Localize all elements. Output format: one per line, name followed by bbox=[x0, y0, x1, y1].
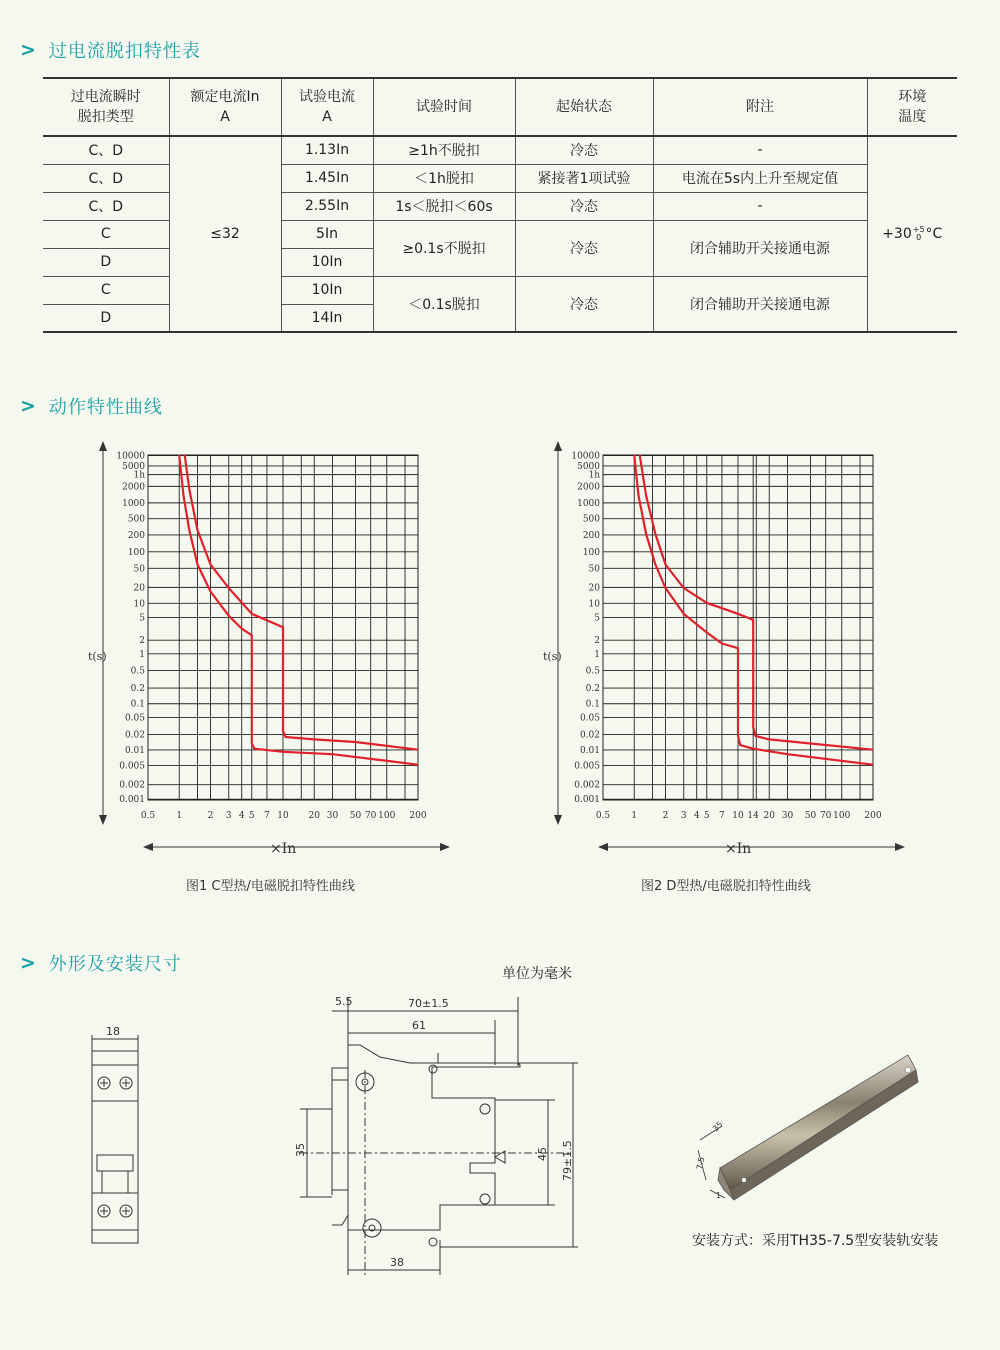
y-tick-label: 500 bbox=[127, 514, 145, 525]
install-note: 安装方式：采用TH35-7.5型安装轨安装 bbox=[692, 1233, 939, 1249]
y-tick-label: 50 bbox=[133, 564, 145, 575]
x-tick-label: 30 bbox=[326, 811, 339, 821]
y-tick-label: 10 bbox=[588, 599, 600, 610]
dim-45: 45 bbox=[536, 1147, 549, 1161]
header-initial-state: 起始状态 bbox=[515, 78, 653, 136]
rail-dim-1: 1 bbox=[716, 1191, 722, 1200]
chart-d-curve bbox=[535, 435, 915, 865]
section-title-text: 外形及安装尺寸 bbox=[48, 954, 182, 975]
arrow-head bbox=[554, 441, 562, 451]
x-tick-label: 0.5 bbox=[140, 811, 156, 821]
y-tick-label: 100 bbox=[582, 547, 600, 558]
x-tick-label: 200 bbox=[409, 811, 427, 821]
y-tick-label: 0.001 bbox=[574, 795, 600, 806]
section-title-text: 动作特性曲线 bbox=[48, 397, 163, 418]
x-tick-label: 70 bbox=[819, 811, 832, 821]
y-tick-label: 0.2 bbox=[130, 684, 145, 695]
unit-note: 单位为毫米 bbox=[502, 966, 572, 982]
x-tick-label: 7 bbox=[719, 811, 725, 821]
header-trip-type: 过电流瞬时 脱扣类型 bbox=[43, 78, 169, 136]
chevron-right-icon: > bbox=[20, 395, 37, 417]
y-tick-label: 0.001 bbox=[119, 795, 145, 806]
y-tick-label: 0.1 bbox=[585, 699, 600, 710]
y-tick-label: 1000 bbox=[577, 498, 600, 509]
dim-35: 35 bbox=[294, 1143, 307, 1157]
header-rated-current: 额定电流In A bbox=[169, 78, 281, 136]
x-tick-label: 1 bbox=[631, 811, 638, 821]
side-view-drawing bbox=[280, 985, 600, 1285]
arrow-head bbox=[440, 843, 450, 851]
y-tick-label: 20 bbox=[588, 583, 600, 594]
chevron-right-icon: > bbox=[20, 952, 37, 974]
chart-c-curve bbox=[80, 435, 460, 865]
chevron-right-icon: > bbox=[20, 39, 37, 61]
y-tick-label: 0.5 bbox=[585, 666, 600, 677]
header-test-current: 试验电流 A bbox=[281, 78, 373, 136]
arrow-head bbox=[895, 843, 905, 851]
header-test-time: 试验时间 bbox=[373, 78, 515, 136]
x-tick-label: 3 bbox=[225, 811, 232, 821]
din-rail-drawing bbox=[680, 1040, 940, 1210]
cell-note: 闭合辅助开关接通电源 bbox=[653, 276, 867, 332]
cell-type: C、D bbox=[43, 164, 169, 192]
trip-curve-line bbox=[179, 455, 418, 765]
x-tick-label: 10 bbox=[732, 811, 744, 821]
rail-dim-7-5: 7.5 bbox=[695, 1156, 707, 1171]
x-tick-label: 20 bbox=[308, 811, 320, 821]
y-tick-label: 0.005 bbox=[574, 761, 600, 772]
y-tick-label: 0.02 bbox=[579, 730, 600, 741]
x-tick-label: 2 bbox=[662, 811, 669, 821]
cell-time: ≥0.1s不脱扣 bbox=[373, 220, 515, 276]
cell-current: 10In bbox=[281, 248, 373, 276]
dim-38: 38 bbox=[390, 1256, 404, 1269]
cell-current: 1.13In bbox=[281, 136, 373, 164]
x-axis-label: ×In bbox=[725, 841, 752, 857]
y-tick-label: 0.5 bbox=[130, 666, 145, 677]
cell-time: ＜0.1s脱扣 bbox=[373, 276, 515, 332]
x-tick-label: 2 bbox=[207, 811, 214, 821]
y-tick-label: 200 bbox=[127, 530, 145, 541]
y-tick-label: 0.2 bbox=[585, 684, 600, 695]
arrow-head bbox=[598, 843, 608, 851]
overcurrent-trip-table bbox=[43, 77, 957, 333]
y-tick-label: 50 bbox=[588, 564, 600, 575]
x-tick-label: 30 bbox=[781, 811, 794, 821]
cell-ambient: +30 +5 0 °C bbox=[867, 136, 957, 332]
cell-state: 冷态 bbox=[515, 136, 653, 164]
y-tick-label: 0.002 bbox=[119, 780, 145, 791]
section-title-text: 过电流脱扣特性表 bbox=[48, 41, 201, 62]
front-view-drawing bbox=[80, 1015, 160, 1255]
y-tick-label: 0.005 bbox=[119, 761, 145, 772]
y-tick-label: 1000 bbox=[122, 498, 145, 509]
dim-61: 61 bbox=[412, 1019, 426, 1032]
cell-type: C bbox=[43, 276, 169, 304]
y-tick-label: 0.01 bbox=[579, 745, 600, 756]
y-tick-label: 200 bbox=[582, 530, 600, 541]
section-title-curve bbox=[20, 393, 163, 419]
section-title-table bbox=[20, 37, 201, 63]
cell-current: 2.55In bbox=[281, 192, 373, 220]
x-tick-label: 5 bbox=[703, 811, 710, 821]
arrow-head bbox=[554, 815, 562, 825]
dim-79: 79±1.5 bbox=[561, 1140, 574, 1181]
cell-time: ≥1h不脱扣 bbox=[373, 136, 515, 164]
cell-type: D bbox=[43, 304, 169, 332]
arrow-head bbox=[99, 441, 107, 451]
y-tick-label: 0.002 bbox=[574, 780, 600, 791]
x-tick-label: 10 bbox=[277, 811, 289, 821]
dim-70: 70±1.5 bbox=[408, 997, 449, 1010]
x-tick-label: 20 bbox=[763, 811, 775, 821]
y-tick-label: 5000 bbox=[122, 461, 145, 472]
x-tick-label: 3 bbox=[680, 811, 687, 821]
y-tick-label: 5000 bbox=[577, 461, 600, 472]
dim-5-5: 5.5 bbox=[335, 995, 353, 1008]
y-tick-label: 2 bbox=[139, 636, 145, 647]
rail-dim-35: 35 bbox=[711, 1119, 725, 1134]
x-tick-label: 100 bbox=[833, 811, 851, 821]
y-tick-label: 500 bbox=[582, 514, 600, 525]
cell-type: C、D bbox=[43, 136, 169, 164]
cell-current: 14In bbox=[281, 304, 373, 332]
cell-current: 5In bbox=[281, 220, 373, 248]
y-tick-label: 5 bbox=[594, 613, 600, 624]
cell-note: 闭合辅助开关接通电源 bbox=[653, 220, 867, 276]
y-tick-label: 10 bbox=[133, 599, 145, 610]
y-axis-label: t(s) bbox=[88, 650, 107, 663]
y-axis-label: t(s) bbox=[543, 650, 562, 663]
cell-note: - bbox=[653, 136, 867, 164]
y-tick-label: 2 bbox=[594, 636, 600, 647]
header-note: 附注 bbox=[653, 78, 867, 136]
x-tick-label: 100 bbox=[378, 811, 396, 821]
front-width-label: 18 bbox=[106, 1025, 120, 1038]
cell-current: 1.45In bbox=[281, 164, 373, 192]
y-tick-label: 5 bbox=[139, 613, 145, 624]
y-tick-label: 2000 bbox=[122, 482, 145, 493]
y-tick-label: 1 bbox=[139, 649, 145, 660]
chart-caption-c: 图1 C型热/电磁脱扣特性曲线 bbox=[186, 879, 355, 894]
header-ambient: 环境 温度 bbox=[867, 78, 957, 136]
chart-caption-d: 图2 D型热/电磁脱扣特性曲线 bbox=[641, 879, 811, 894]
y-tick-label: 100 bbox=[127, 547, 145, 558]
x-tick-label: 200 bbox=[864, 811, 882, 821]
cell-note: 电流在5s内上升至规定值 bbox=[653, 164, 867, 192]
x-tick-label: 0.5 bbox=[595, 811, 611, 821]
x-axis-label: ×In bbox=[270, 841, 297, 857]
arrow-head bbox=[143, 843, 153, 851]
y-tick-label: 10000 bbox=[571, 451, 600, 462]
y-tick-label: 20 bbox=[133, 583, 145, 594]
y-tick-label: 1h bbox=[133, 470, 145, 481]
y-tick-label: 0.05 bbox=[579, 713, 600, 724]
x-tick-label: 1 bbox=[176, 811, 183, 821]
x-tick-label: 4 bbox=[238, 811, 245, 821]
cell-time: ＜1h脱扣 bbox=[373, 164, 515, 192]
x-tick-label: 50 bbox=[804, 811, 817, 821]
y-tick-label: 0.01 bbox=[124, 745, 145, 756]
section-title-dims bbox=[20, 950, 182, 976]
y-tick-label: 0.05 bbox=[124, 713, 145, 724]
y-tick-label: 0.1 bbox=[130, 699, 145, 710]
cell-type: C bbox=[43, 220, 169, 248]
y-tick-label: 2000 bbox=[577, 482, 600, 493]
cell-time: 1s＜脱扣＜60s bbox=[373, 192, 515, 220]
arrow-head bbox=[99, 815, 107, 825]
x-tick-label: 5 bbox=[248, 811, 255, 821]
x-tick-label: 4 bbox=[693, 811, 700, 821]
y-tick-label: 0.02 bbox=[124, 730, 145, 741]
y-tick-label: 1 bbox=[594, 649, 600, 660]
cell-note: - bbox=[653, 192, 867, 220]
cell-current: 10In bbox=[281, 276, 373, 304]
x-tick-label: 70 bbox=[364, 811, 377, 821]
x-tick-label: 14 bbox=[747, 811, 759, 821]
cell-rated-current: ≤32 bbox=[169, 136, 281, 332]
cell-type: D bbox=[43, 248, 169, 276]
cell-state: 冷态 bbox=[515, 220, 653, 276]
cell-state: 冷态 bbox=[515, 276, 653, 332]
y-tick-label: 1h bbox=[588, 470, 600, 481]
x-tick-label: 50 bbox=[349, 811, 362, 821]
cell-state: 紧接著1项试验 bbox=[515, 164, 653, 192]
x-tick-label: 7 bbox=[264, 811, 270, 821]
cell-type: C、D bbox=[43, 192, 169, 220]
cell-state: 冷态 bbox=[515, 192, 653, 220]
y-tick-label: 10000 bbox=[116, 451, 145, 462]
